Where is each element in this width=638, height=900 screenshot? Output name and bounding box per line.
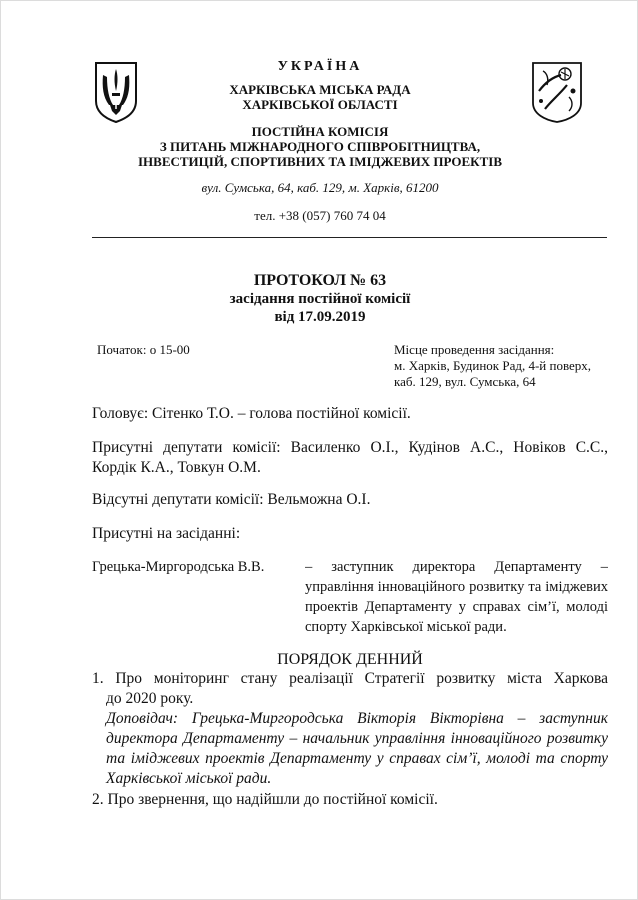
protocol-title: ПРОТОКОЛ № 63 <box>253 272 387 289</box>
attendee-role-line: проектів Департаменту у справах сім’ї, молоді <box>305 599 608 615</box>
commission-subtitle-1: З ПИТАНЬ МІЖНАРОДНОГО СПІВРОБІТНИЦТВА, <box>159 139 481 154</box>
country-name: УКРАЇНА <box>277 59 363 74</box>
commission-phone: тел. +38 (057) 760 74 04 <box>254 208 386 223</box>
commission-subtitle-2: ІНВЕСТИЦІЙ, СПОРТИВНИХ ТА ІМІДЖЕВИХ ПРОЕКТІВ <box>137 154 503 169</box>
present-deputies <box>92 438 608 478</box>
agenda-item-1-reporter: директора Департаменту – начальник управління інноваційного розвитку <box>106 730 608 747</box>
attendee-name: Грецька-Миргородська В.В. <box>92 559 265 575</box>
council-region: ХАРКІВСЬКОЇ ОБЛАСТІ <box>242 97 398 112</box>
agenda-item-1-reporter: Доповідач: Грецька-Миргородська Вікторія Вікторівна – заступник <box>106 710 608 727</box>
agenda-heading: ПОРЯДОК ДЕННИЙ <box>277 651 423 668</box>
meeting-place-label: Місце проведення засідання: <box>394 342 555 357</box>
attendee-role <box>305 557 608 637</box>
agenda-item-1 <box>92 669 608 789</box>
commission-address: вул. Сумська, 64, каб. 129, м. Харків, 61200 <box>201 180 439 195</box>
attendee-role-line: – заступник директора Департаменту – <box>305 559 608 575</box>
meeting-start: Початок: о 15-00 <box>97 342 190 357</box>
meeting-place-line: м. Харків, Будинок Рад, 4-й поверх, <box>394 358 592 373</box>
attendees-heading: Присутні на засіданні: <box>92 525 241 542</box>
absent-deputies: Відсутні депутати комісії: Вельможна О.І. <box>92 491 371 508</box>
agenda-item-2: 2. Про звернення, що надійшли до постійної комісії. <box>92 791 438 808</box>
attendee-role-line: управління інноваційного розвитку та іміджевих <box>305 579 608 595</box>
meeting-place <box>394 342 591 390</box>
agenda-item-1-title: 1. Про моніторинг стану реалізації Стратегії розвитку міста Харкова <box>92 670 608 687</box>
agenda-item-1-title-cont: до 2020 року. <box>106 690 194 707</box>
council-name: ХАРКІВСЬКА МІСЬКА РАДА <box>229 82 411 97</box>
present-deputies-line: Кордік К.А., Товкун О.М. <box>92 459 261 476</box>
agenda-item-1-reporter: та іміджевих проектів Департаменту у справах сім’ї, молоді та спорту <box>106 750 608 767</box>
agenda-item-1-reporter: Харківської міської ради. <box>106 770 272 787</box>
commission-title: ПОСТІЙНА КОМІСІЯ <box>251 124 389 139</box>
attendee-role-line: спорту Харківської міської ради. <box>305 619 507 635</box>
header-divider <box>92 237 607 238</box>
meeting-place-line: каб. 129, вул. Сумська, 64 <box>394 374 536 389</box>
protocol-date: від 17.09.2019 <box>274 309 366 325</box>
chair-line: Головує: Сітенко Т.О. – голова постійної комісії. <box>92 405 411 422</box>
protocol-subtitle: засідання постійної комісії <box>229 291 411 307</box>
present-deputies-line: Присутні депутати комісії: Василенко О.І., Кудінов А.С., Новіков С.С., <box>92 439 608 456</box>
